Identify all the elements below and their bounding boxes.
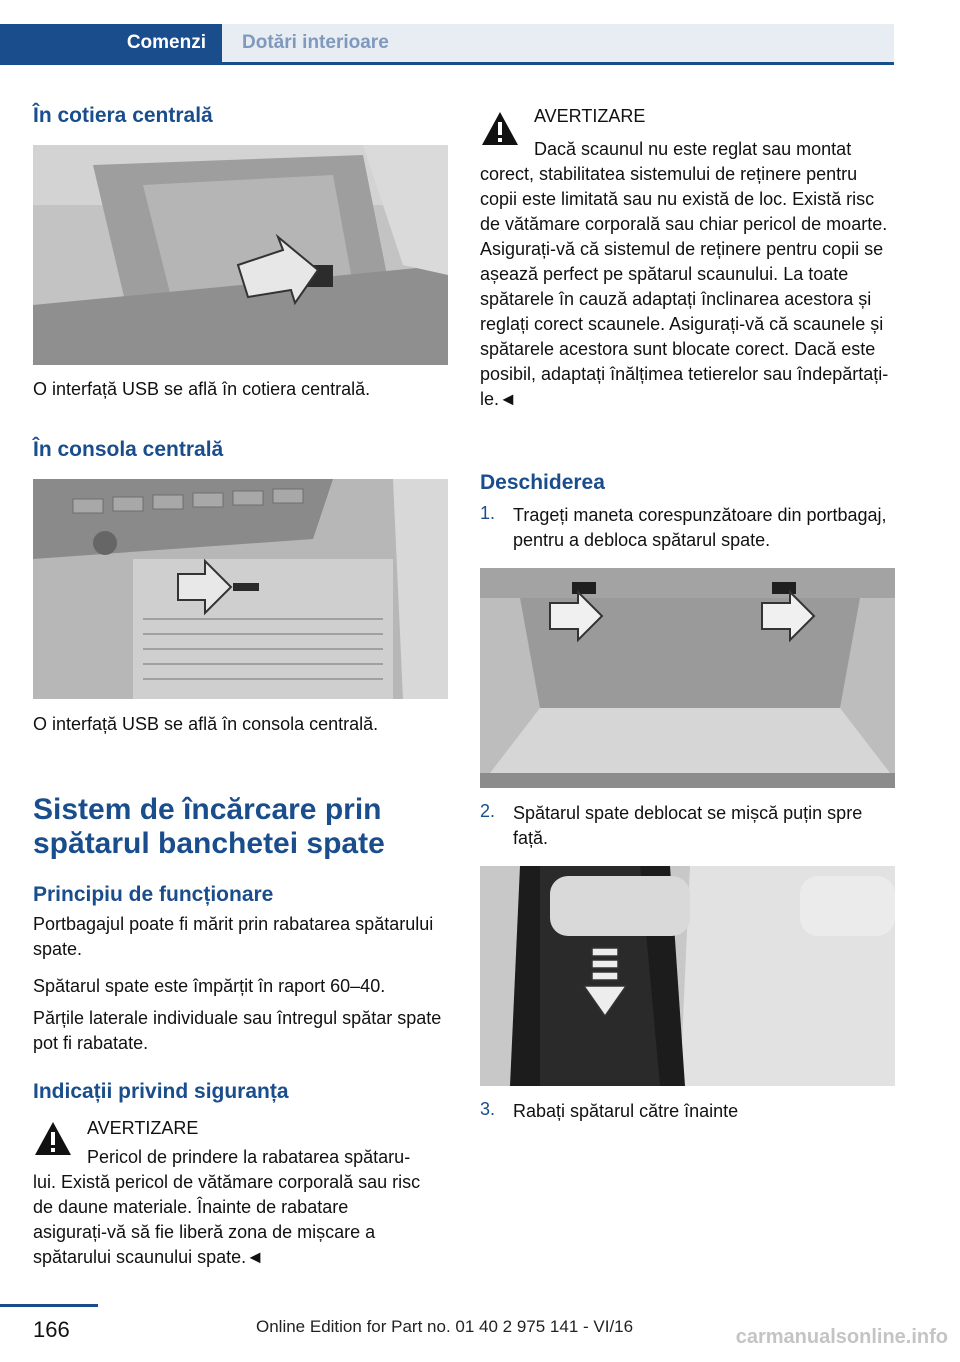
tab-dotari-interioare[interactable]: Dotări interioare <box>222 24 894 62</box>
heading-indicatii: Indicații privind siguranța <box>33 1080 289 1103</box>
edition-text: Online Edition for Part no. 01 40 2 975 141 - VI/16 <box>256 1317 634 1336</box>
step-text: Spătarul spate deblocat se mișcă puțin spre față. <box>513 803 863 848</box>
armrest-usb-image <box>33 145 448 365</box>
step-number: 3. <box>480 1099 496 1119</box>
footer-rule <box>0 1304 98 1307</box>
paragraph-principiu-3: Părțile laterale individuale sau întregul spătar spate pot fi rabatate. <box>33 1008 442 1053</box>
trunk-levers-image <box>480 568 895 788</box>
page-number: 166 <box>33 1317 70 1342</box>
warning-text-right-rest: corect, stabilitatea sistemului de reținere pentru copii este limitată sau nu există de loc. Există risc de vătămare corporală sau chiar pericol de moarte. Asigurați‑vă că sistemul de reținere pentru copii se așează perfect pe spătarul scaunului. La toate spătarele în cauză adaptați înclinarea acestora și reglați corect scaunele. Asigurați‑vă că scaunele și spătarele acestora sunt blocate corect. Dacă este posibil, adaptați înălțimea tetierelor sau îndepărtați-le.◄ <box>480 164 889 409</box>
header-tabs <box>0 24 894 65</box>
warning-triangle-icon <box>33 1120 73 1158</box>
seatback-unlocked-image <box>480 866 895 1086</box>
warning-triangle-icon <box>480 110 520 148</box>
step-text: Trageți maneta corespunzătoare din portbagaj, pentru a debloca spătarul spate. <box>513 505 887 550</box>
heading-principiu: Principiu de funcționare <box>33 883 274 906</box>
console-usb-image <box>33 479 448 699</box>
watermark: carmanualsonline.info <box>735 1326 948 1348</box>
heading-deschiderea: Deschiderea <box>480 471 605 494</box>
tab-comenzi[interactable]: Comenzi <box>0 24 222 62</box>
warning-text-left-rest: lui. Există pericol de vătămare corporală sau risc de daune materiale. Înainte de rabatare asigurați‑vă să fie liberă zona de mișcare a spătarului scaunului spate.◄ <box>33 1172 421 1267</box>
heading-cotiera: În cotiera centrală <box>33 104 213 127</box>
section-title: Sistem de încărcare prin spătarul banchetei spate <box>33 793 385 860</box>
paragraph-principiu-1: Portbagajul poate fi mărit prin rabatarea spătarului spate. <box>33 914 434 959</box>
warning-label-right: AVERTIZARE <box>534 106 646 126</box>
warning-text-left-first: Pericol de prindere la rabatarea spătaru‐ <box>87 1147 411 1167</box>
paragraph-principiu-2: Spătarul spate este împărțit în raport 60–40. <box>33 976 386 996</box>
step-text: Rabați spătarul către înainte <box>513 1101 739 1121</box>
caption-consola: O interfață USB se află în consola centrală. <box>33 714 379 734</box>
caption-cotiera: O interfață USB se află în cotiera centrală. <box>33 379 371 399</box>
warning-text-right-first: Dacă scaunul nu este reglat sau montat <box>534 139 852 159</box>
step-number: 2. <box>480 801 496 821</box>
warning-label-left: AVERTIZARE <box>87 1118 199 1138</box>
step-number: 1. <box>480 503 496 523</box>
heading-consola: În consola centrală <box>33 438 224 461</box>
